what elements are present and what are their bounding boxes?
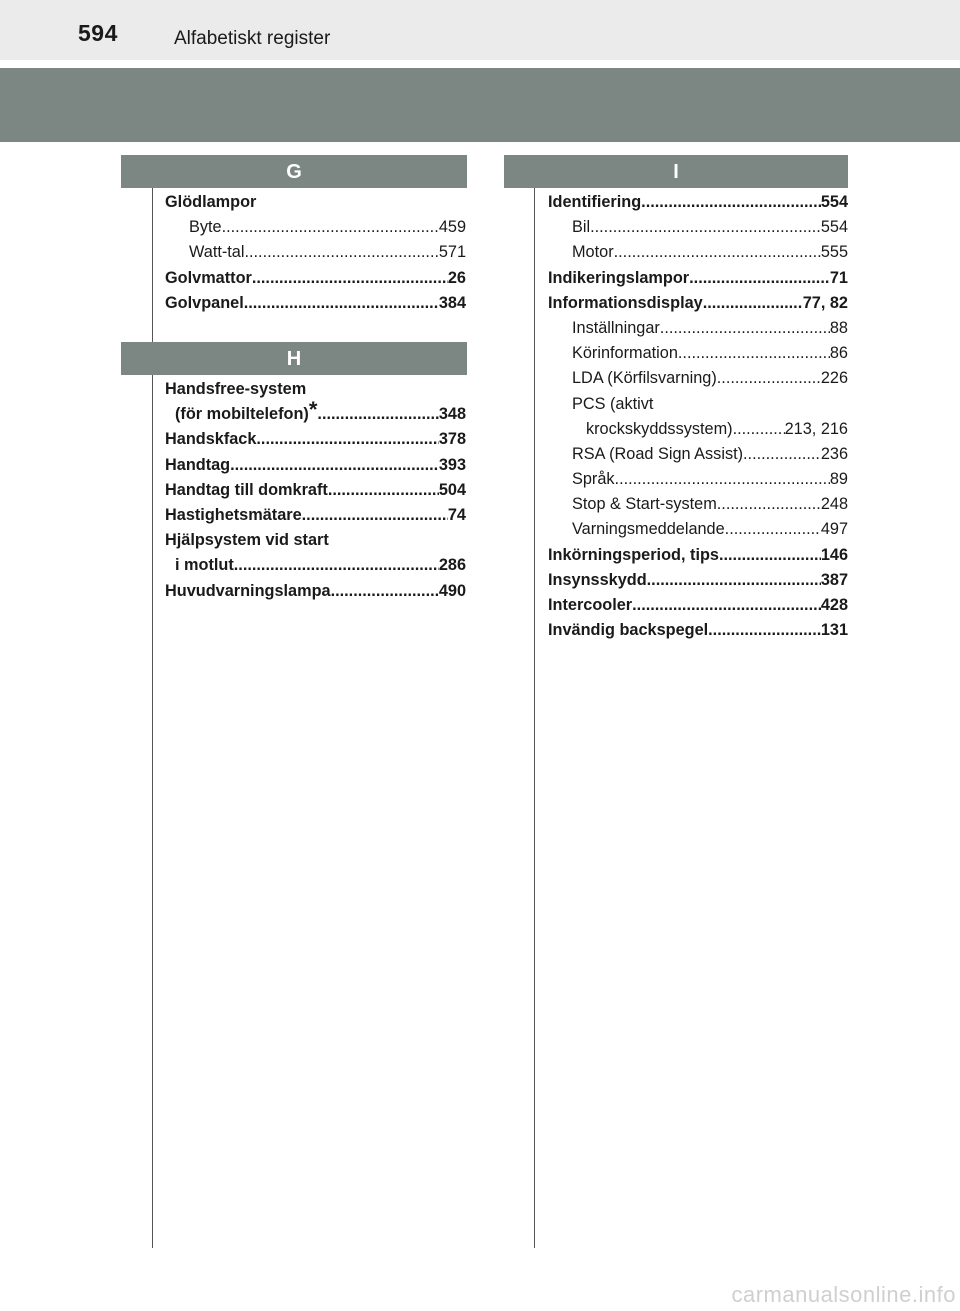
index-list-i: [548, 190, 848, 643]
index-entry: i motlut ..... 286: [165, 553, 466, 578]
index-entry: Bil ..... 554: [548, 215, 848, 240]
page-number: 594: [78, 20, 118, 46]
index-entry: Inkörningsperiod, tips ..... 146: [548, 543, 848, 568]
index-entry: Identifiering ..... 554: [548, 190, 848, 215]
index-entry: RSA (Road Sign Assist) ..... 236: [548, 442, 848, 467]
index-entry: Byte ..... 459: [165, 215, 466, 240]
index-entry: Körinformation ..... 86: [548, 341, 848, 366]
index-entry: Golvpanel ..... 384: [165, 291, 466, 316]
index-entry: Golvmattor ..... 26: [165, 266, 466, 291]
index-entry: Språk ..... 89: [548, 467, 848, 492]
index-entry: Varningsmeddelande ..... 497: [548, 517, 848, 542]
index-entry: Handsfree-system: [165, 380, 307, 398]
index-entry: Indikeringslampor ..... 71: [548, 266, 848, 291]
page-title: Alfabetiskt register: [174, 28, 331, 49]
index-entry: Handtag ..... 393: [165, 453, 466, 478]
index-entry: Insynsskydd ..... 387: [548, 568, 848, 593]
index-entry: Inställningar ..... 88: [548, 316, 848, 341]
index-list-h: [165, 377, 466, 604]
section-header-h: H: [121, 342, 467, 375]
index-entry: Hastighetsmätare ..... 74: [165, 503, 466, 528]
index-entry: Informationsdisplay ..... 77, 82: [548, 291, 848, 316]
index-entry: Handskfack ..... 378: [165, 427, 466, 452]
index-entry: Intercooler ..... 428: [548, 593, 848, 618]
page-header: [0, 0, 960, 60]
index-entry: Motor ..... 555: [548, 240, 848, 265]
index-entry: PCS (aktivt: [572, 394, 654, 413]
section-header-i: I: [504, 155, 848, 188]
index-entry: Watt-tal ..... 571: [165, 240, 466, 265]
column-rule: [152, 188, 153, 342]
index-entry: Stop & Start-system ..... 248: [548, 492, 848, 517]
column-rule: [534, 188, 535, 1248]
watermark: carmanualsonline.info: [731, 1282, 956, 1307]
index-entry: LDA (Körfilsvarning) ..... 226: [548, 366, 848, 391]
index-entry: Hjälpsystem vid start: [165, 531, 329, 550]
header-band: [0, 68, 960, 142]
index-entry: krockskyddssystem) ..... 213, 216: [548, 417, 848, 442]
index-entry: Invändig backspegel ..... 131: [548, 618, 848, 643]
index-list-g: [165, 190, 466, 316]
section-header-g: G: [121, 155, 467, 188]
footnote-asterisk: *: [308, 397, 318, 423]
index-entry: (för mobiltelefon)* ..... 348: [165, 402, 466, 427]
index-entry: Handtag till domkraft ..... 504: [165, 478, 466, 503]
column-rule: [152, 375, 153, 1248]
index-entry: Glödlampor: [165, 193, 257, 211]
index-entry: Huvudvarningslampa ..... 490: [165, 579, 466, 604]
